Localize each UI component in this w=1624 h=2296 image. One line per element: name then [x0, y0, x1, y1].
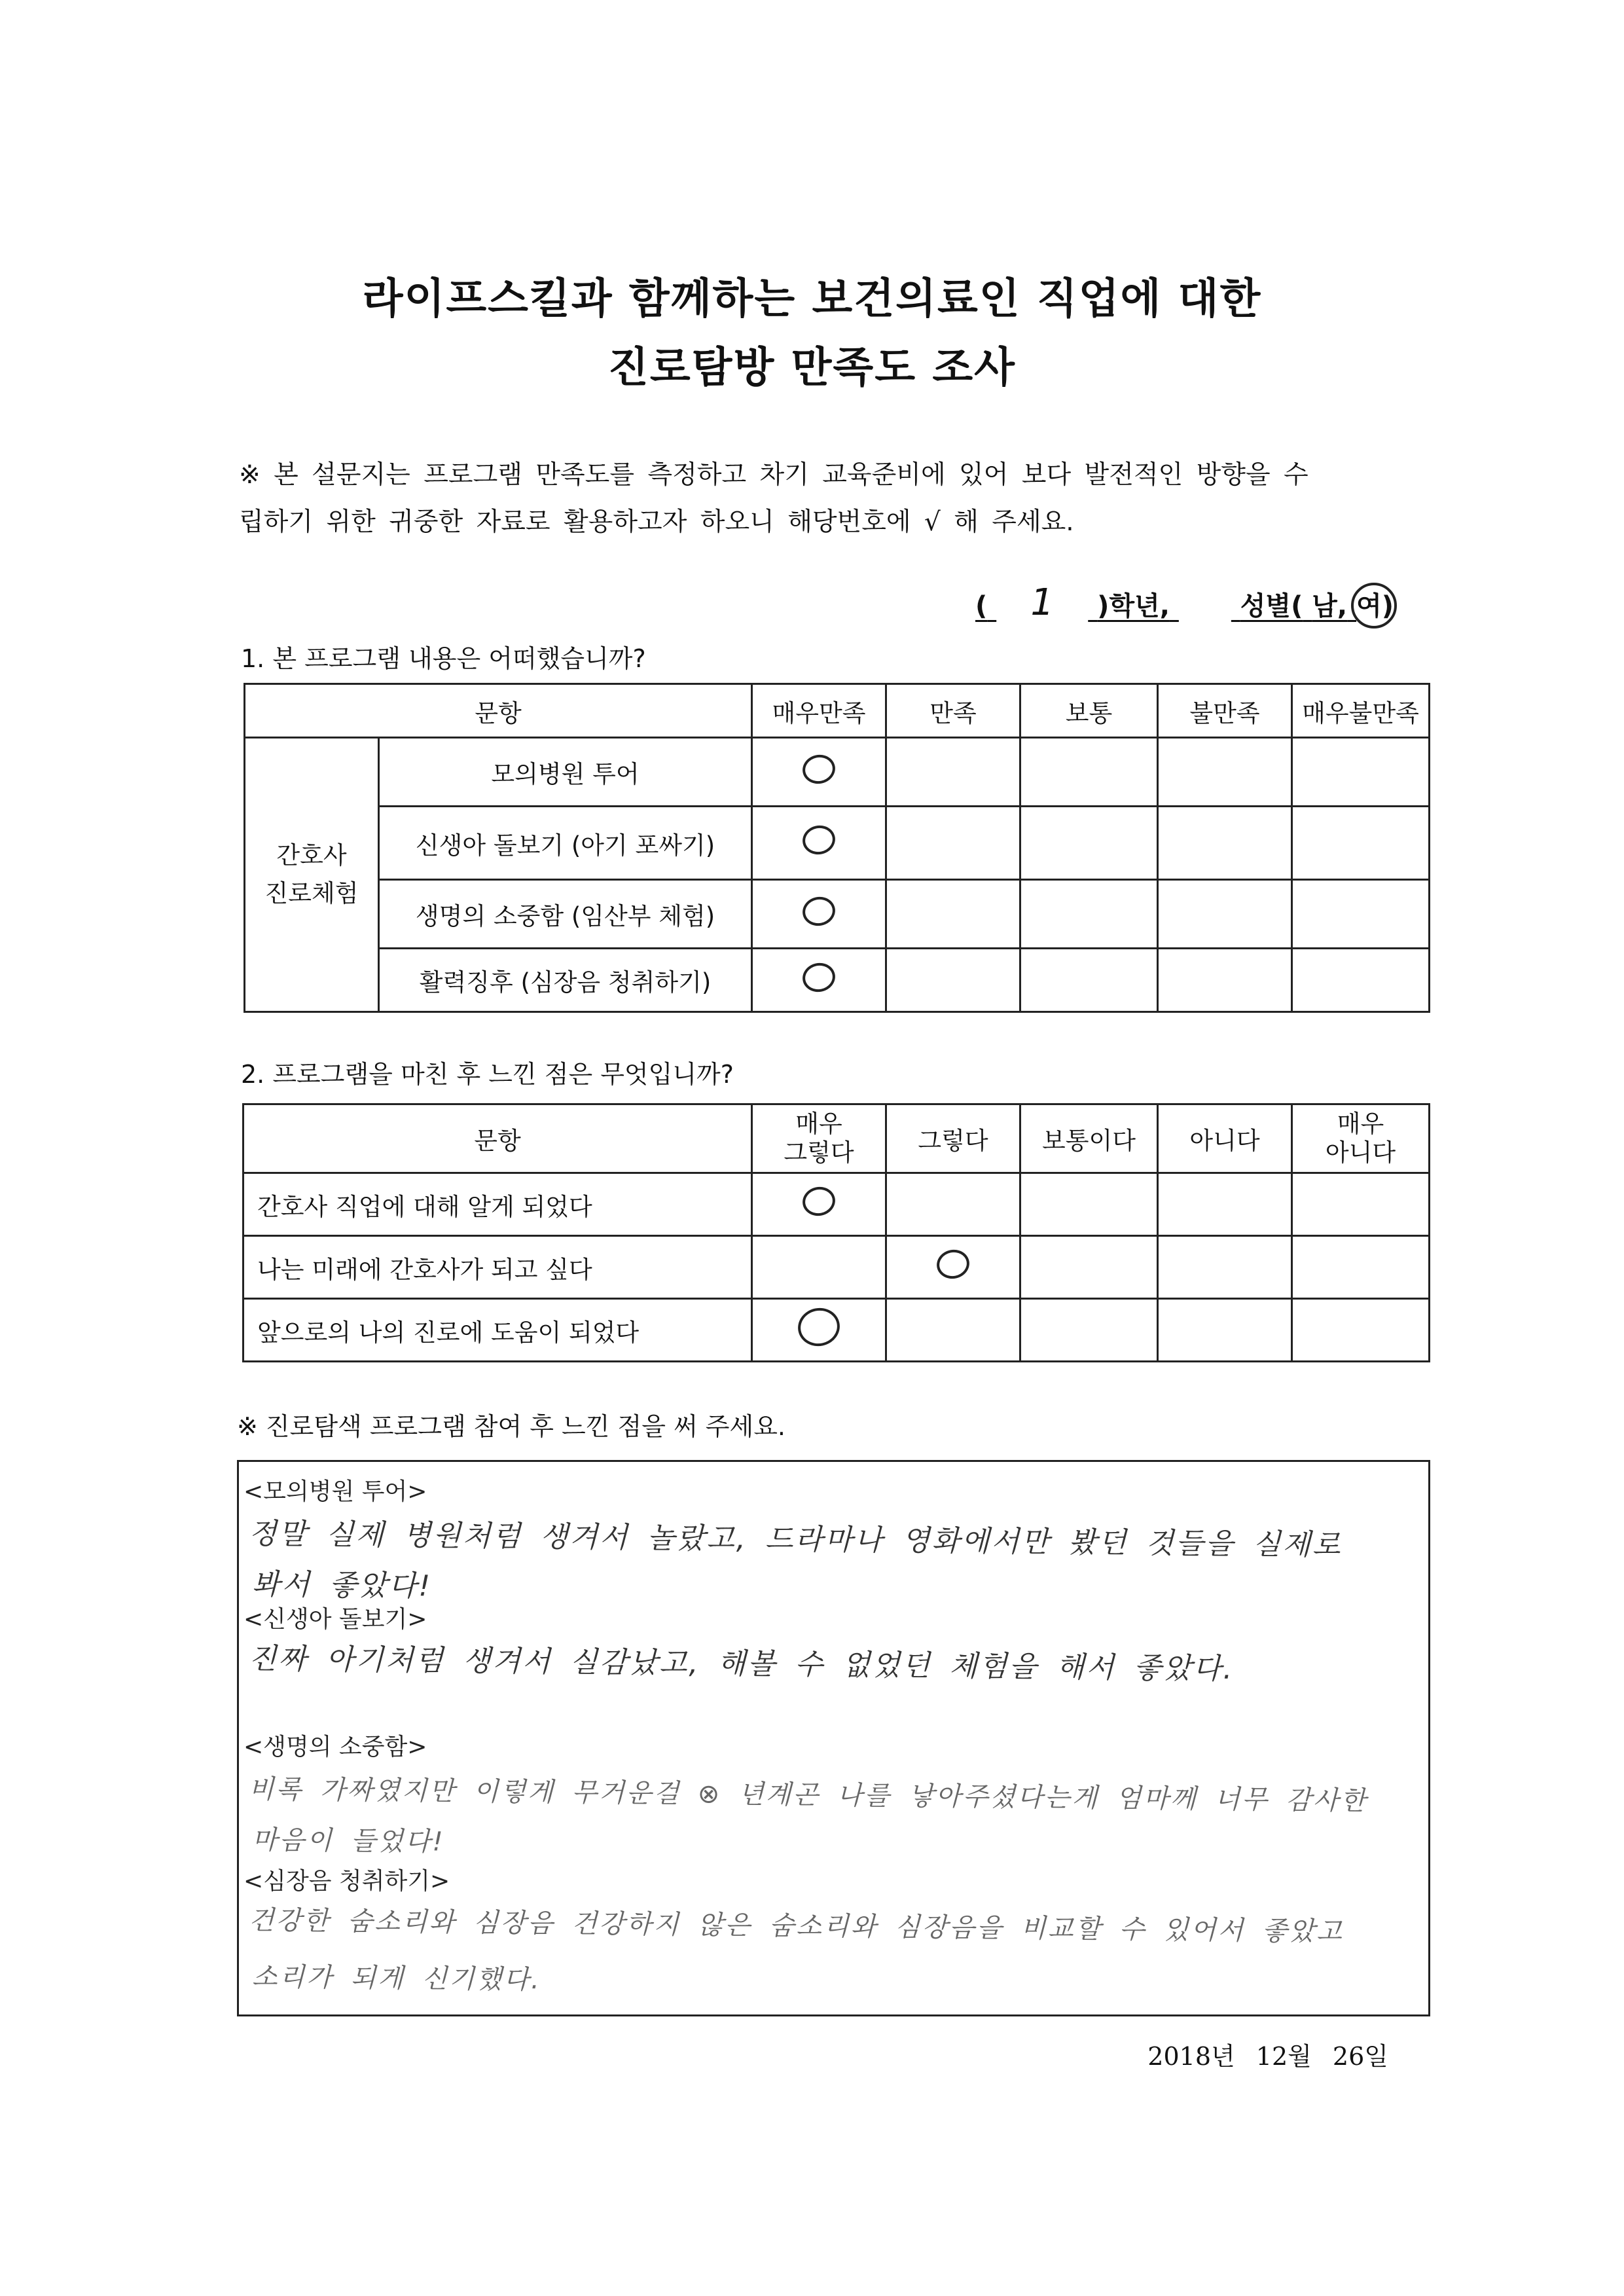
q1-group-line2: 진로체험 — [264, 879, 359, 907]
q2-header-disagree: 아니다 — [1158, 1104, 1292, 1173]
q1-cell[interactable] — [1292, 880, 1430, 949]
q1-cell[interactable] — [1158, 880, 1292, 949]
q2-header-item: 문항 — [244, 1104, 752, 1173]
survey-title-line2: 진로탐방 만족도 조사 — [608, 344, 1016, 392]
q1-cell[interactable] — [752, 738, 886, 807]
q2-table — [242, 1103, 1430, 1362]
q2-header-strongly-disagree-line2: 아니다 — [1325, 1139, 1396, 1167]
handwritten-answer-line: 건강한 숨소리와 심장음 건강하지 않은 숨소리와 심장음을 비교할 수 있어서 좋았고 — [248, 1905, 1344, 1947]
q1-cell[interactable] — [886, 949, 1020, 1012]
q2-row-label: 나는 미래에 간호사가 되고 싶다 — [244, 1236, 752, 1299]
grade-value[interactable]: 1 — [1030, 581, 1055, 624]
q1-cell[interactable] — [1292, 738, 1430, 807]
q2-cell[interactable] — [1292, 1173, 1430, 1236]
handwritten-answer-line: 비록 가짜였지만 이렇게 무거운걸 ⊗ 년계곤 나를 낳아주셨다는게 엄마께 너무 감사한 — [248, 1774, 1368, 1816]
q2-header-neutral: 보통이다 — [1020, 1104, 1158, 1173]
q2-cell[interactable] — [1158, 1299, 1292, 1362]
section-label-value-of-life: <생명의 소중함> — [244, 1734, 427, 1760]
q2-header-strongly-disagree — [1292, 1104, 1430, 1173]
section-label-heart-sound: <심장음 청취하기> — [244, 1868, 450, 1895]
check-circle-mark — [800, 752, 838, 786]
q2-cell[interactable] — [886, 1236, 1020, 1299]
q1-cell[interactable] — [1020, 880, 1158, 949]
q2-cell[interactable] — [1158, 1236, 1292, 1299]
handwritten-answer-line: 정말 실제 병원처럼 생겨서 놀랐고, 드라마나 영화에서만 봤던 것들을 실제로 — [248, 1517, 1343, 1562]
intro-line2: 립하기 위한 귀중한 자료로 활용하고자 하오니 해당번호에 √ 해 주세요. — [239, 507, 1074, 537]
q1-row-label: 활력징후 (심장음 청취하기) — [379, 949, 752, 1012]
q2-cell[interactable] — [886, 1173, 1020, 1236]
q1-cell[interactable] — [886, 880, 1020, 949]
q2-header-strongly-agree-line1: 매우 — [795, 1110, 842, 1138]
q1-row-label: 신생아 돌보기 (아기 포싸기) — [379, 807, 752, 880]
table-row — [245, 738, 1430, 807]
q1-header-item: 문항 — [245, 684, 752, 738]
section-label-hospital-tour: <모의병원 투어> — [244, 1478, 427, 1505]
q1-cell[interactable] — [1158, 949, 1292, 1012]
q1-header-satisfied: 만족 — [886, 684, 1020, 738]
gender-label: 성별( — [1240, 591, 1303, 621]
q1-cell[interactable] — [1020, 738, 1158, 807]
q1-group-label — [245, 738, 379, 1012]
q2-header-agree: 그렇다 — [886, 1104, 1020, 1173]
check-circle-mark — [795, 1304, 844, 1350]
q1-header-dissatisfied: 불만족 — [1158, 684, 1292, 738]
intro-text — [239, 452, 1417, 546]
q1-row-label: 모의병원 투어 — [379, 738, 752, 807]
q1-header-very-dissatisfied: 매우불만족 — [1292, 684, 1430, 738]
q2-cell[interactable] — [752, 1173, 886, 1236]
q2-cell[interactable] — [886, 1299, 1020, 1362]
check-circle-mark — [800, 822, 838, 857]
q2-cell[interactable] — [1020, 1173, 1158, 1236]
q1-cell[interactable] — [752, 949, 886, 1012]
gender-female-option[interactable] — [1356, 585, 1394, 623]
gender-selected-circle — [1351, 583, 1397, 629]
q2-cell[interactable] — [752, 1299, 886, 1362]
q1-table — [244, 683, 1430, 1013]
handwritten-answer-line: 봐서 좋았다! — [251, 1567, 433, 1603]
handwritten-answer-line: 진짜 아기처럼 생겨서 실감났고, 해볼 수 없었던 체험을 해서 좋았다. — [248, 1642, 1235, 1686]
q2-cell[interactable] — [1292, 1299, 1430, 1362]
grade-open-paren: ( — [975, 591, 988, 621]
table-row — [244, 1299, 1430, 1362]
table-row — [245, 949, 1430, 1012]
q2-cell[interactable] — [1292, 1236, 1430, 1299]
check-circle-mark — [800, 1184, 838, 1218]
q2-row-label: 간호사 직업에 대해 알게 되었다 — [244, 1173, 752, 1236]
q1-question: 1. 본 프로그램 내용은 어떠했습니까? — [241, 644, 646, 673]
q3-instruction: ※ 진로탐색 프로그램 참여 후 느낀 점을 써 주세요. — [237, 1412, 786, 1441]
q2-row-label: 앞으로의 나의 진로에 도움이 되었다 — [244, 1299, 752, 1362]
table-row — [245, 807, 1430, 880]
q2-header-strongly-agree-line2: 그렇다 — [784, 1139, 854, 1167]
q2-cell[interactable] — [1020, 1299, 1158, 1362]
check-circle-mark — [800, 960, 838, 994]
check-circle-mark — [934, 1247, 972, 1281]
q1-cell[interactable] — [1292, 949, 1430, 1012]
q2-cell[interactable] — [752, 1236, 886, 1299]
handwritten-answer-line: 소리가 되게 신기했다. — [251, 1961, 542, 1995]
gender-male[interactable]: 남, — [1312, 591, 1348, 621]
q1-header-very-satisfied: 매우만족 — [752, 684, 886, 738]
check-circle-mark — [800, 894, 838, 928]
q1-header-row — [245, 684, 1430, 738]
q2-cell[interactable] — [1158, 1173, 1292, 1236]
q1-cell[interactable] — [886, 807, 1020, 880]
handwritten-answer-line: 마음이 들었다! — [251, 1825, 445, 1857]
q2-header-row — [244, 1104, 1430, 1173]
intro-line1: ※ 본 설문지는 프로그램 만족도를 측정하고 차기 교육준비에 있어 보다 발전적인 방향을 수 — [239, 460, 1308, 490]
gender-female: 여) — [1356, 591, 1394, 621]
table-row — [244, 1173, 1430, 1236]
q1-row-label: 생명의 소중함 (임산부 체험) — [379, 880, 752, 949]
table-row — [244, 1236, 1430, 1299]
survey-date: 2018년 12월 26일 — [1147, 2042, 1388, 2071]
survey-title-line1: 라이프스킬과 함께하는 보건의료인 직업에 대한 — [362, 275, 1262, 323]
table-row — [245, 880, 1430, 949]
q1-cell[interactable] — [1158, 807, 1292, 880]
q1-cell[interactable] — [1020, 807, 1158, 880]
q1-cell[interactable] — [752, 880, 886, 949]
q1-cell[interactable] — [752, 807, 886, 880]
q1-cell[interactable] — [1020, 949, 1158, 1012]
respondent-info — [975, 581, 1394, 624]
q2-header-strongly-agree — [752, 1104, 886, 1173]
section-label-newborn-care: <신생아 돌보기> — [244, 1606, 427, 1633]
q1-cell[interactable] — [886, 738, 1020, 807]
q2-cell[interactable] — [1020, 1236, 1158, 1299]
q1-cell[interactable] — [1158, 738, 1292, 807]
q1-cell[interactable] — [1292, 807, 1430, 880]
q1-group-line1: 간호사 — [276, 841, 347, 869]
q2-header-strongly-disagree-line1: 매우 — [1337, 1110, 1384, 1138]
q1-header-neutral: 보통 — [1020, 684, 1158, 738]
q2-question: 2. 프로그램을 마친 후 느낀 점은 무엇입니까? — [241, 1060, 734, 1089]
grade-label: )학년, — [1097, 591, 1170, 621]
